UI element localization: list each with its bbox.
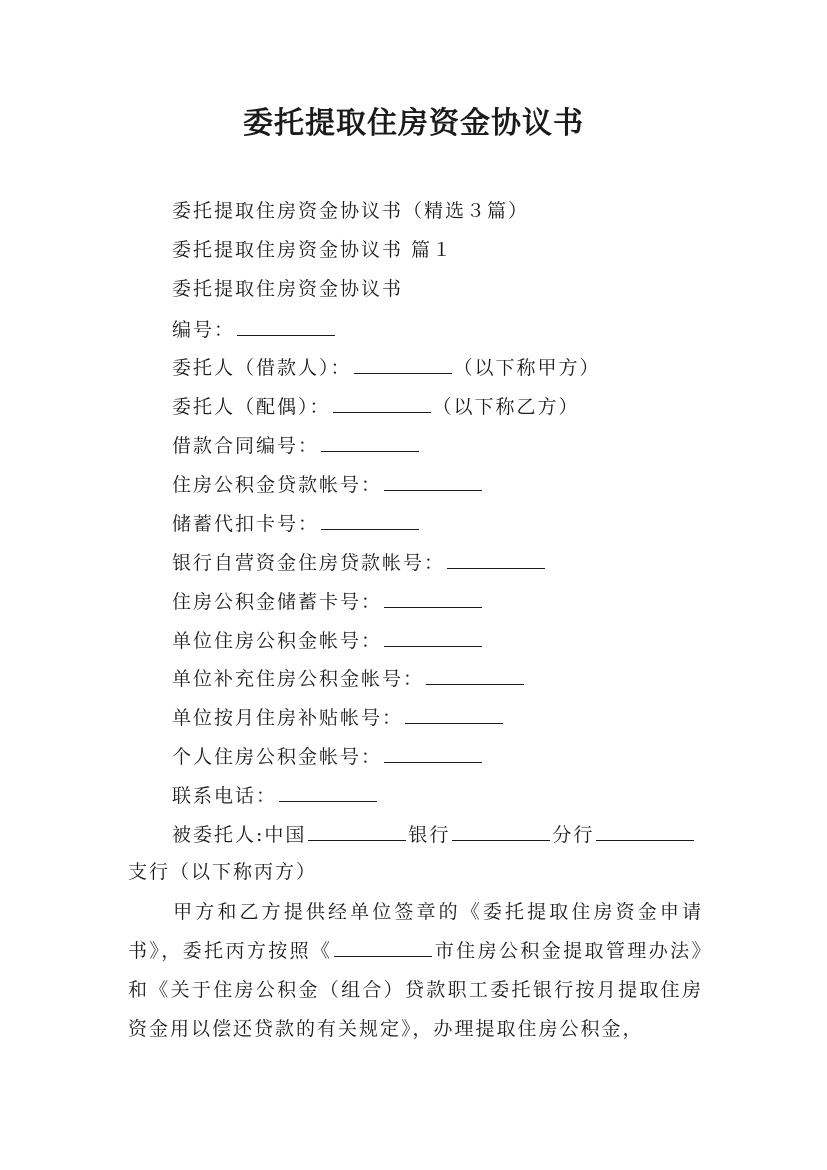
section-heading-line [172, 237, 453, 263]
phone-field-line [172, 781, 379, 809]
fund-savings-card-label: 住房公积金储蓄卡号： [172, 591, 383, 613]
unit-monthly-subsidy-blank [405, 703, 503, 724]
borrower-label: 委托人（借款人）： [172, 357, 352, 379]
trustee-continuation-line [128, 859, 317, 885]
document-title: 委托提取住房资金协议书 [243, 106, 584, 141]
fund-loan-account-label: 住房公积金贷款帐号： [172, 474, 383, 496]
unit-monthly-subsidy-label: 单位按月住房补贴帐号： [172, 707, 404, 729]
borrower-suffix: （以下称甲方） [453, 357, 601, 379]
borrower-blank [354, 353, 452, 374]
bank-loan-account-blank [447, 548, 545, 569]
trustee-field-line [172, 820, 696, 848]
debit-card-blank [321, 509, 419, 530]
unit-fund-account-field-line [172, 626, 484, 654]
spouse-label: 委托人（配偶）： [172, 396, 331, 418]
phone-label: 联系电话： [172, 785, 278, 807]
unit-supplementary-fund-blank [426, 664, 524, 685]
unit-fund-account-blank [384, 626, 482, 647]
personal-fund-account-label: 个人住房公积金帐号： [172, 746, 383, 768]
trustee-continuation-text: 支行（以下称丙方） [128, 861, 318, 883]
number-label: 编号： [172, 319, 236, 341]
bank-loan-account-field-line [172, 548, 547, 576]
number-field-line [172, 315, 337, 343]
personal-fund-account-blank [384, 742, 482, 763]
paragraph-text-part2: 市住房公积金提取管理办法》和《关于住房公积金（组合）贷款职工委托银行按月提取住房资金用以偿还贷款的有关规定》，办理提取住房公积金， [128, 940, 703, 1040]
unit-monthly-subsidy-field-line [172, 703, 505, 731]
agreement-name-line [172, 276, 403, 302]
trustee-branch-label: 分行 [552, 824, 595, 846]
fund-loan-account-field-line [172, 470, 484, 498]
bank-loan-account-label: 银行自营资金住房贷款帐号： [172, 552, 446, 574]
spouse-suffix: （以下称乙方） [432, 396, 580, 418]
unit-supplementary-fund-field-line [172, 664, 526, 692]
trustee-label: 被委托人:中国 [172, 824, 307, 846]
trustee-subbranch-blank [596, 820, 694, 841]
spouse-field-line [172, 392, 580, 420]
debit-card-label: 储蓄代扣卡号： [172, 513, 320, 535]
debit-card-field-line [172, 509, 421, 537]
unit-fund-account-label: 单位住房公积金帐号： [172, 630, 383, 652]
trustee-bank-blank [308, 820, 406, 841]
agreement-name-text: 委托提取住房资金协议书 [172, 278, 404, 300]
contract-number-label: 借款合同编号： [172, 435, 320, 457]
contract-number-field-line [172, 431, 421, 459]
paragraph-text-part1: 甲方和乙方提供经单位签章的《委托提取住房资金申请书》，委托丙方按照《 [128, 901, 703, 962]
contract-number-blank [321, 431, 419, 452]
borrower-field-line [172, 353, 601, 381]
phone-blank [279, 781, 377, 802]
trustee-bank-label: 银行 [408, 824, 451, 846]
city-blank [334, 936, 432, 957]
fund-savings-card-field-line [172, 587, 484, 615]
trustee-branch-blank [452, 820, 550, 841]
section-heading-text: 委托提取住房资金协议书 篇１ [172, 239, 454, 261]
unit-supplementary-fund-label: 单位补充住房公积金帐号： [172, 668, 425, 690]
subtitle-line [172, 198, 529, 224]
body-paragraph [128, 893, 703, 1049]
spouse-blank [333, 392, 431, 413]
number-blank [237, 315, 335, 336]
fund-loan-account-blank [384, 470, 482, 491]
fund-savings-card-blank [384, 587, 482, 608]
subtitle-text: 委托提取住房资金协议书（精选３篇） [172, 200, 530, 222]
personal-fund-account-field-line [172, 742, 484, 770]
